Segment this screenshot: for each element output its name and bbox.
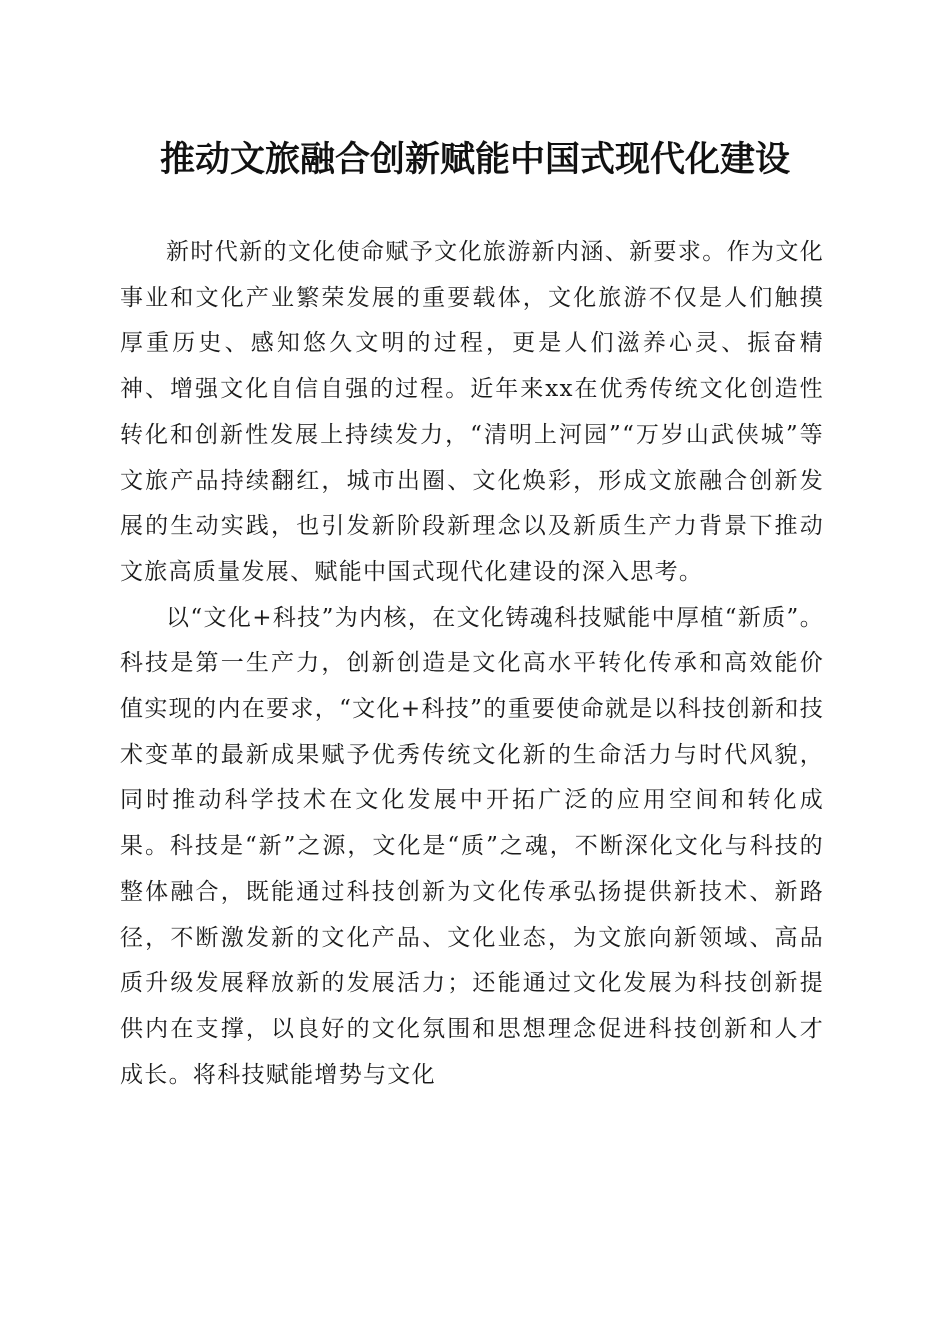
paragraph: 新时代新的文化使命赋予文化旅游新内涵、新要求。作为文化事业和文化产业繁荣发展的重要载体，文化旅游不仅是人们触摸厚重历史、感知悠久文明的过程，更是人们滋养心灵、振奋精神、增强文化自信自强的过程。近年来xx在优秀传统文化创造性转化和创新性发展上持续发力，“清明上河园”“万岁山武侠城”等文旅产品持续翻红，城市出圈、文化焕彩，形成文旅融合创新发展的生动实践，也引发新阶段新理念以及新质生产力背景下推动文旅高质量发展、赋能中国式现代化建设的深入思考。 <box>120 239 824 585</box>
document-body <box>120 230 824 1098</box>
paragraph: 以“文化+科技”为内核，在文化铸魂科技赋能中厚植“新质”。科技是第一生产力，创新创造是文化高水平转化传承和高效能价值实现的内在要求，“文化+科技”的重要使命就是以科技创新和技术变革的最新成果赋予优秀传统文化新的生命活力与时代风貌，同时推动科学技术在文化发展中开拓广泛的应用空间和转化成果。科技是“新”之源，文化是“质”之魂，不断深化文化与科技的整体融合，既能通过科技创新为文化传承弘扬提供新技术、新路径，不断激发新的文化产品、文化业态，为文旅向新领域、高品质升级发展释放新的发展活力；还能通过文化发展为科技创新提供内在支撑，以良好的文化氛围和思想理念促进科技创新和人才成长。将科技赋能增势与文化 <box>120 604 824 1088</box>
document-title: 推动文旅融合创新赋能中国式现代化建设 <box>159 139 790 180</box>
